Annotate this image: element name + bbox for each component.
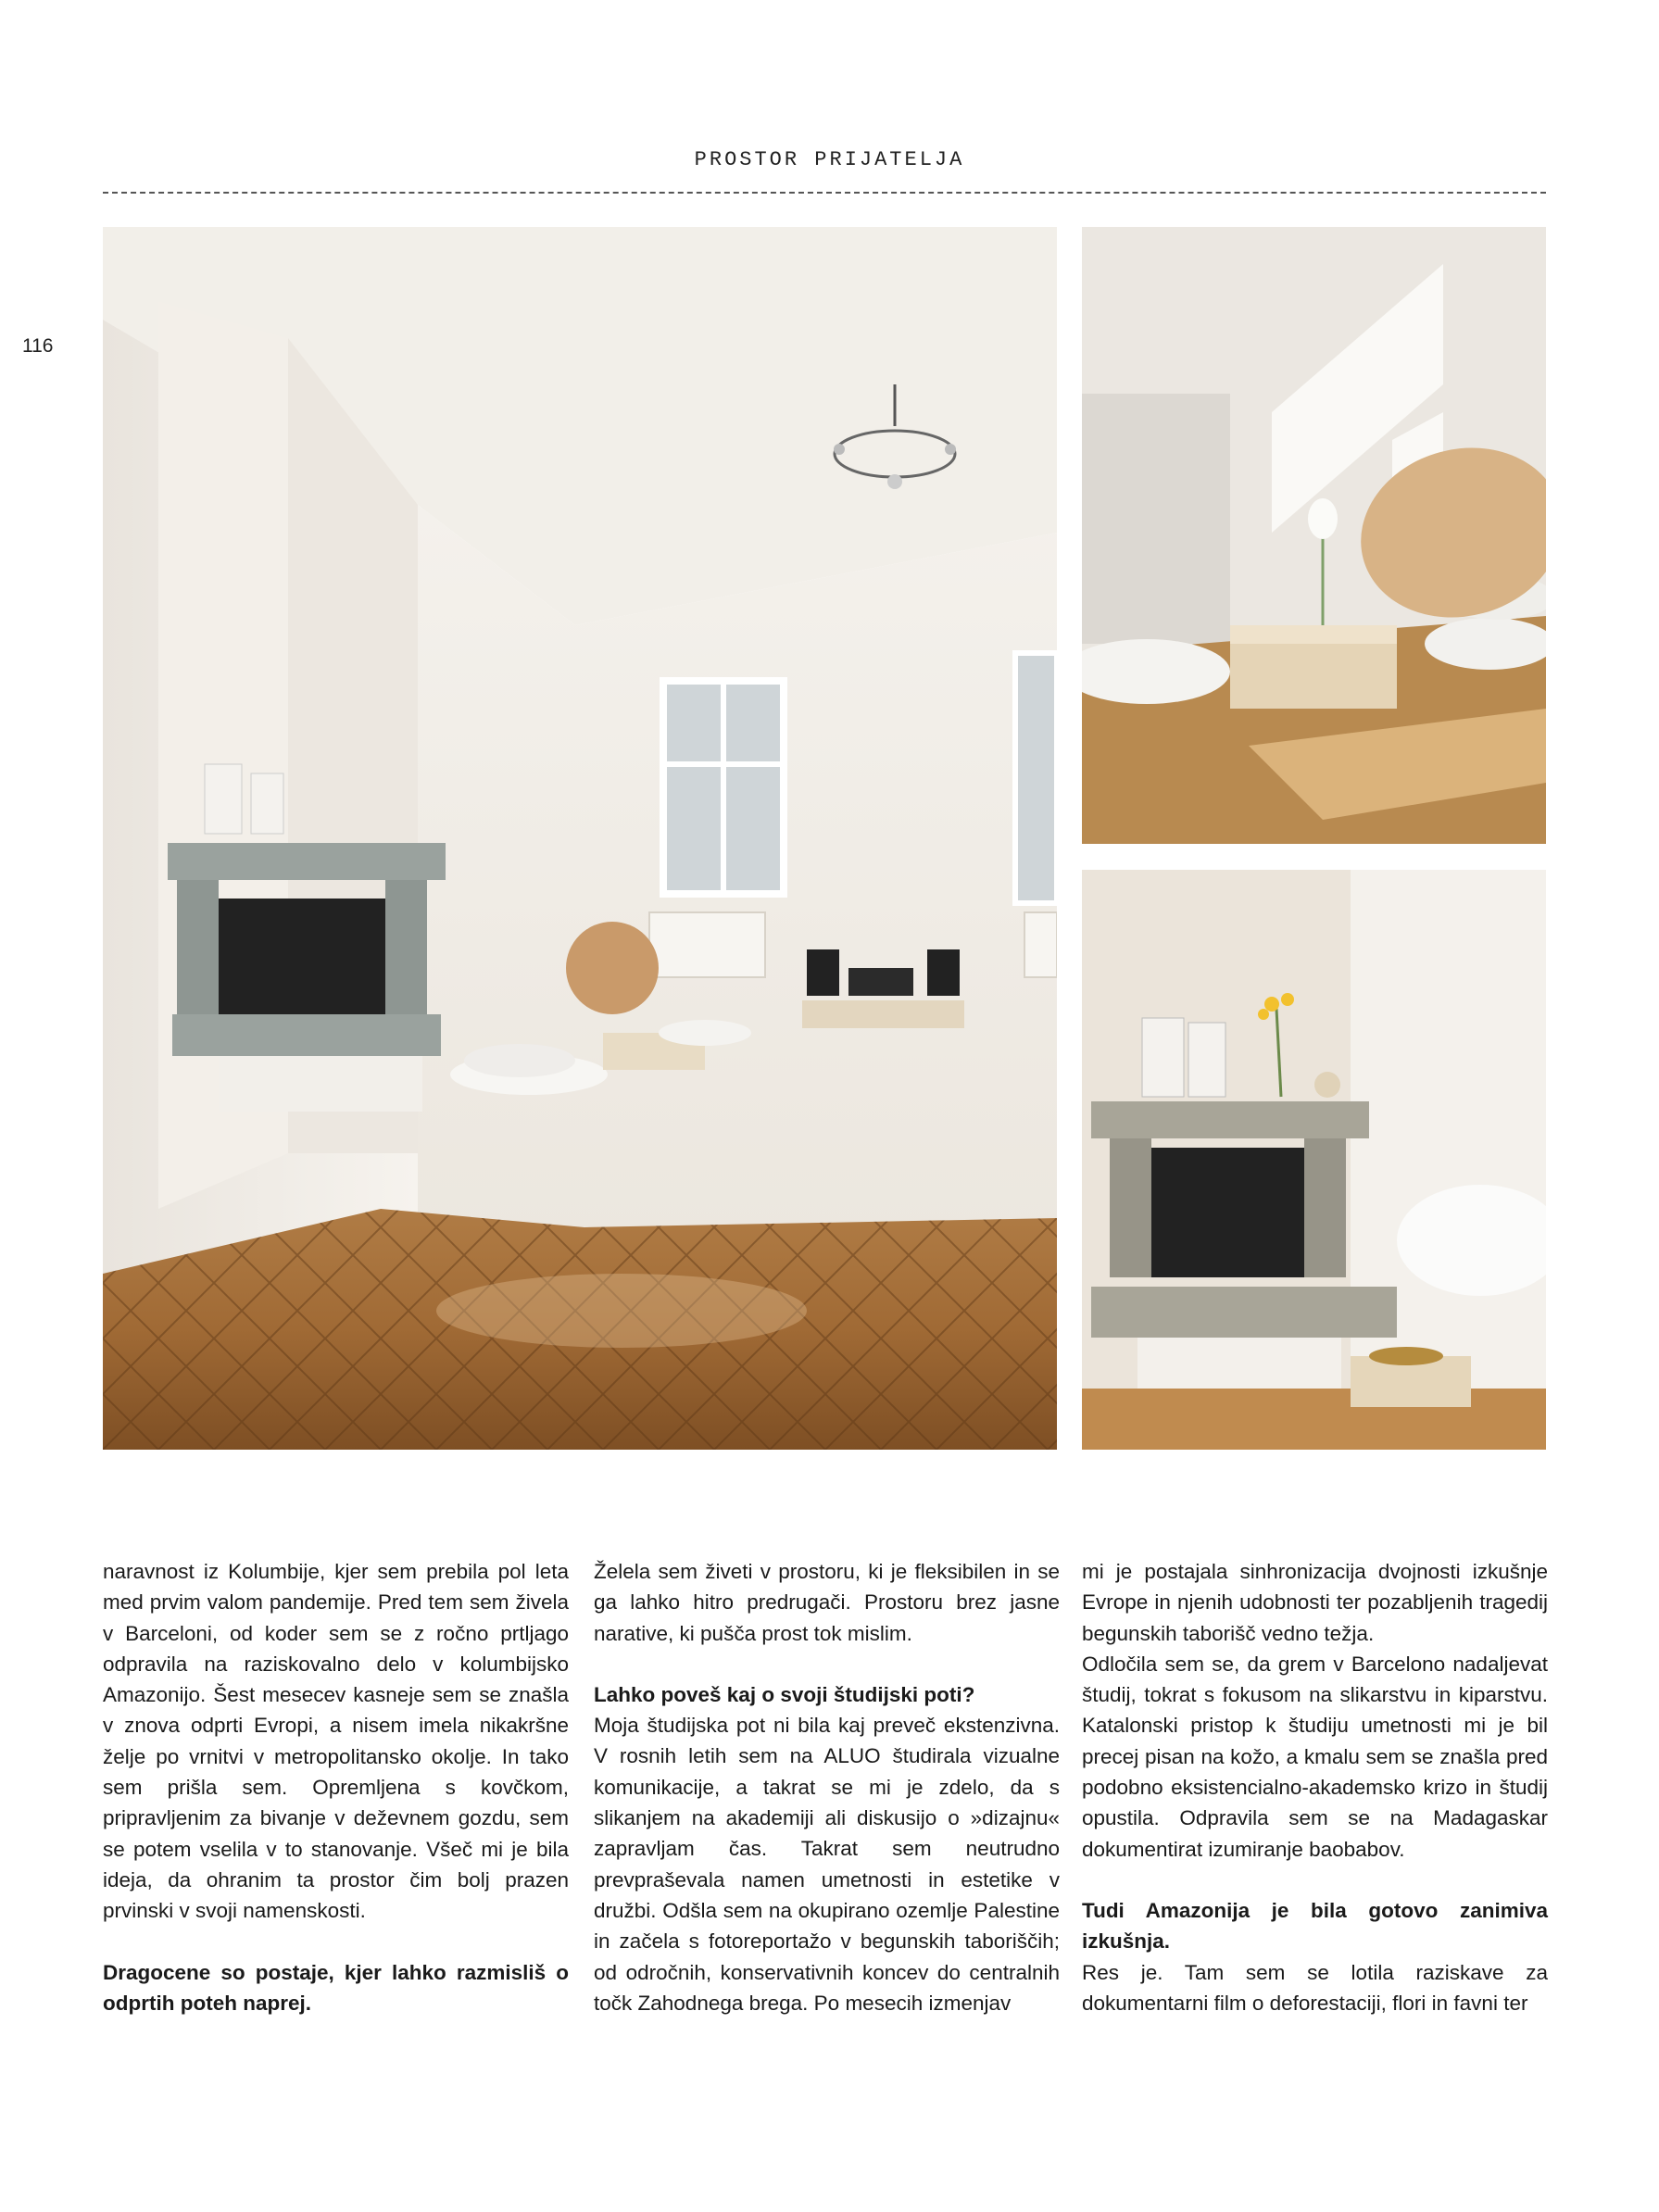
interview-question: Lahko poveš kaj o svoji študijski poti? — [594, 1682, 975, 1706]
interview-question: Dragocene so postaje, kjer lahko razmisliš o odprtih poteh naprej. — [103, 1960, 569, 2015]
text-column-2 — [594, 1556, 1060, 2018]
interview-question: Tudi Amazonija je bila gotovo zanimiva izkušnja. — [1082, 1898, 1548, 1954]
photo-fireplace — [1082, 870, 1546, 1450]
spacer — [594, 1649, 1060, 1679]
fireplace-illustration — [1082, 870, 1546, 1450]
paragraph: Res je. Tam sem se lotila raziskave za dokumentarni film o deforestaciji, flori in favni ter — [1082, 1960, 1548, 2015]
photo-sunlit-corner — [1082, 227, 1546, 844]
living-room-illustration — [103, 227, 1057, 1450]
section-title: PROSTOR PRIJATELJA — [694, 148, 965, 171]
spacer — [1082, 1865, 1548, 1895]
header-divider — [103, 192, 1546, 194]
page-number: 116 — [22, 335, 54, 357]
paragraph: mi je postajala sinhronizacija dvojnosti izkušnje Evrope in njenih udobnosti ter pozabljenih tragedij begunskih taborišč vedno težja. — [1082, 1560, 1548, 1645]
photo-living-room — [103, 227, 1057, 1450]
paragraph: naravnost iz Kolumbije, kjer sem prebila pol leta med prvim valom pandemije. Pred tem sem živela v Barceloni, od koder sem se z ročno prtljago odpravila na raziskovalno delo v kolumbijsko Amazonijo. Šest mesecev kasneje sem se znašla v znova odprti Evropi, a nisem imela nikakršne želje po vrnitvi v metropolitansko okolje. In tako sem prišla sem. Opremljena s kovčkom, pripravljenim za bivanje v deževnem gozdu, sem se potem vselila v to stanovanje. Všeč mi je bila ideja, da ohranim ta prostor čim bolj prazen prvinski v svoji namenskosti. — [103, 1560, 569, 1923]
sunlit-corner-illustration — [1082, 227, 1546, 844]
text-column-3 — [1082, 1556, 1548, 2018]
paragraph: Želela sem živeti v prostoru, ki je fleksibilen in se ga lahko hitro predrugači. Prostoru brez jasne narative, ki pušča prost tok mislim. — [594, 1560, 1060, 1645]
spacer — [103, 1927, 569, 1957]
paragraph: Moja študijska pot ni bila kaj preveč ekstenzivna. V rosnih letih sem na ALUO študirala vizualne komunikacije, a takrat se mi je zdelo, da s slikanjem na akademiji ali diskusijo o »dizajnu« zapravljam čas. Takrat sem neutrudno prevpraševala namen umetnosti in estetike v družbi. Odšla sem na okupirano ozemlje Palestine in začela s fotoreportažo v begunskih taboriščih; od odročnih, konservativnih koncev do centralnih točk Zahodnega brega. Po mesecih izmenjav — [594, 1714, 1060, 2015]
paragraph: Odločila sem se, da grem v Barcelono nadaljevat študij, tokrat s fokusom na slikarstvu in kiparstvu. Katalonski pristop k študiju umetnosti mi je bil precej pisan na kožo, a kmalu sem se znašla pred podobno eksistencialno-akademsko krizo in študij opustila. Odpravila sem se na Madagaskar dokumentirat izumiranje baobabov. — [1082, 1652, 1548, 1861]
text-column-1 — [103, 1556, 569, 2018]
